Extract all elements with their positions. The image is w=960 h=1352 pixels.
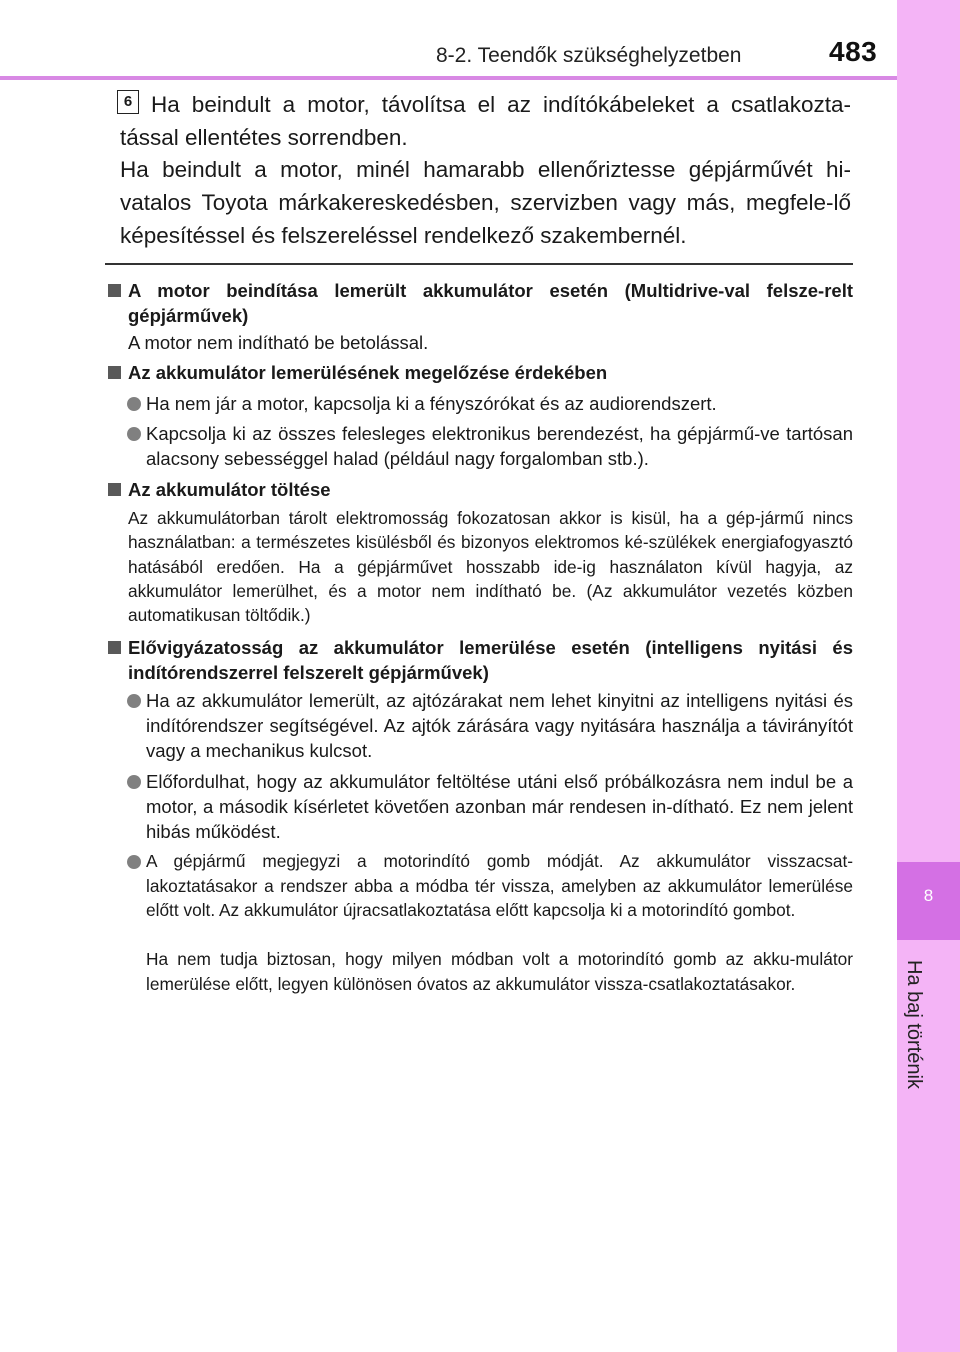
section-body: A motor nem indítható be betolással. [128,332,429,353]
bullet-dot-icon [127,397,141,411]
running-header-section: 8-2. Teendők szükséghelyzetben [436,44,742,67]
bullet-dot-icon [127,855,141,869]
bullet-item: Ha nem jár a motor, kapcsolja ki a fényszórókat és az audiorendszert. [146,393,717,414]
step-text: Ha beindult a motor, távolítsa el az indítókábeleket a csatlakozta-tással ellentétes sorrendben. [120,92,851,150]
bullet-item: Kapcsolja ki az összes felesleges elektronikus berendezést, ha gépjármű-ve tartósan alacsony sebességgel halad (például nagy forgalomban stb.). [146,423,853,469]
page-number: 483 [829,36,878,67]
bullet-item: Előfordulhat, hogy az akkumulátor feltöltése utáni első próbálkozásra nem indul be a motor, a második kísérletet követően azonban már rendesen in-dítható. Ez nem jelent hibás működést. [146,771,853,842]
bullet-dot-icon [127,427,141,441]
section-square-icon [108,284,121,297]
section-heading: Az akkumulátor lemerülésének megelőzése érdekében [128,362,608,383]
chapter-title-wrapper [902,960,928,1110]
bullet-dot-icon [127,775,141,789]
bullet-item: A gépjármű megjegyzi a motorindító gomb módját. Az akkumulátor visszacsat-lakoztatásakor a rendszer abba a módba tér vissza, amelyben az akkumulátor lemerülése előtt volt. Az akkumulátor újracsatlakoztatása előtt kapcsolja ki a motorindító gombot. [146,851,853,920]
section-square-icon [108,641,121,654]
chapter-side-tab [897,0,960,1352]
section-square-icon [108,483,121,496]
chapter-number: 8 [923,886,934,905]
chapter-title: Ha baj történik [903,960,925,1089]
section-heading: Elővigyázatosság az akkumulátor lemerülése esetén (intelligens nyitási és indítórendszerrel felszerelt gépjárművek) [128,637,853,683]
bullet-dot-icon [127,694,141,708]
step-number-box: 6 [117,90,139,114]
section-square-icon [108,366,121,379]
step-note: Ha beindult a motor, minél hamarabb ellenőriztesse gépjárművét hi-vatalos Toyota márkakereskedésben, szervizben vagy más, megfele-lő képesítéssel és felszereléssel rendelkező szakembernél. [120,157,851,248]
section-body: Az akkumulátorban tárolt elektromosság fokozatosan akkor is kisül, ha a gép-jármű nincs használatban: a természetes kisülésből és bizonyos elektromos ké-szülékek energiafogyasztó hatásából eredően. Ha a gépjárművet hosszabb ide-ig használaton kívül hagyja, az akkumulátor lemerülhet, és a motor nem indítható be. (Az akkumulátor vezetés közben automatikusan töltődik.) [128,508,853,626]
section-divider [105,263,853,265]
bullet-extra-note: Ha nem tudja biztosan, hogy milyen módban volt a motorindító gomb az akku-mulátor lemerülése előtt, legyen különösen óvatos az akkumulátor vissza-csatlakoztatásakor. [146,949,853,994]
section-heading: Az akkumulátor töltése [128,479,331,500]
header-rule [0,76,897,80]
section-heading: A motor beindítása lemerült akkumulátor esetén (Multidrive-val felsze-relt gépjárművek) [128,280,853,326]
bullet-item: Ha az akkumulátor lemerült, az ajtózárakat nem lehet kinyitni az intelligens nyitási és indítórendszer segítségével. Az ajtók zárására vagy nyitására használja a távirányítót vagy a mechanikus kulcsot. [146,690,853,761]
